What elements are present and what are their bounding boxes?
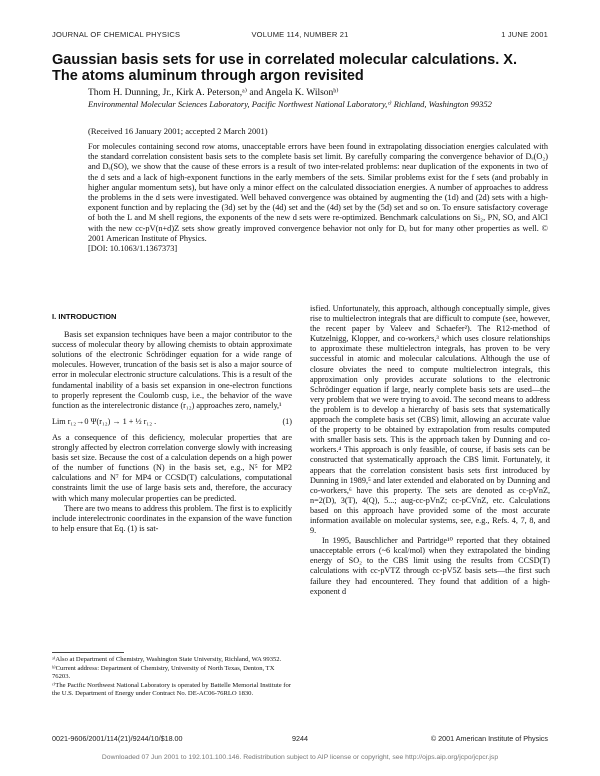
footnote-rule <box>52 652 124 653</box>
paper-title <box>52 52 552 84</box>
abstract-text: For molecules containing second row atoms, unacceptable errors have been found in extrapolating dissociation energies calculated with the standard correlation consistent basis sets to the complete basis set limit. By carefully comparing the convergence behavior of Dₑ(O₂) and Dₑ(SO), we show that the cause of these errors is a result of two inter-related problems: near duplication of the exponents in two of the d sets and a lack of high-exponent functions in the early members of the sets. Similar problems exist for the f sets (and probably in higher angular momentum sets), but have only a minor effect on the calculated dissociation energies. A number of approaches to address the problems in the d sets were investigated. Well behaved convergence was obtained by augmenting the (1d) and (2d) sets with a high-exponent function and by replacing the (3d) set by the (4d) set and the (4d) set by the (5d) set and so on. To ensure satisfactory coverage of both the L and M shell regions, the exponents of the new d sets were re-optimized. Benchmark calculations on Si₂, PN, SO, and AlCl with the new cc-pV(n+d)Z sets show greatly improved convergence behavior not only for Dₑ but for many other properties as well. © 2001 American Institute of Physics. <box>88 142 548 243</box>
intro-paragraph-3: There are two means to address this problem. The first is to explicitly include interelectronic coordinates in the expansion of the wave function to help ensure that Eq. (1) is sat- <box>52 503 292 533</box>
footnote-c: ᶜ⁾The Pacific Northwest National Laboratory is operated by Battelle Memorial Institute for the U.S. Department of Energy under Contract No. DE-AC06-76RLO 1830. <box>52 682 291 697</box>
issue-date: 1 JUNE 2001 <box>501 30 548 39</box>
intro-paragraph-2: As a consequence of this deficiency, molecular properties that are strongly affected by electron correlation converge slowly with increasing basis set size. Because the cost of a calculation depends on a high power of the number of functions (N) in the basis set, e.g., N⁵ for MP2 calculations and N⁷ for MP4 or CCSD(T) calculations, computational constraints limit the use of large basis sets and, therefore, the accuracy with which many molecular properties can be predicted. <box>52 432 292 503</box>
received-dates: (Received 16 January 2001; accepted 2 March 2001) <box>88 126 268 136</box>
abstract <box>88 142 548 254</box>
authors: Thom H. Dunning, Jr., Kirk A. Peterson,ᵃ⁾ and Angela K. Wilsonᵇ⁾ <box>88 88 339 98</box>
title-line-2: The atoms aluminum through argon revisited <box>52 68 364 84</box>
download-notice: Downloaded 07 Jun 2001 to 192.101.100.146. Redistribution subject to AIP license or copyright, see http://ojps.aip.org/jcpo/jcpcr.jsp <box>101 754 499 761</box>
journal-name: JOURNAL OF CHEMICAL PHYSICS <box>52 30 181 39</box>
equation-text: Lim r₁₂→0 Ψ(r₁₂) → 1 + ½ r₁₂ . <box>52 416 157 426</box>
doi: [DOI: 10.1063/1.1367373] <box>88 244 178 254</box>
equation-number: (1) <box>282 416 292 426</box>
affiliation: Environmental Molecular Sciences Laboratory, Pacific Northwest National Laboratory,ᶜ⁾ Richland, Washington 99352 <box>88 99 492 109</box>
volume-number: VOLUME 114, NUMBER 21 <box>251 30 349 39</box>
intro-paragraph-4: isfied. Unfortunately, this approach, although conceptually simple, gives rise to multielectron integrals that are difficult to compute (see, however, the recent paper by Valeev and Schaefer²). The R12-method of Kutzelnigg, Klopper, and co-workers,³ which uses closure relationships to approximate these multielectron integrals, has proven to be very successful in atomic and molecular calculations. Although the use of closure obviates the need to compute multielectron integrals, this approximation only provides accurate solutions to the electronic Schrödinger equation if large, nearly complete basis sets are used—the very problem that we were trying to avoid. The second means to address the problem is to develop a hierarchy of basis sets that systematically approach the complete basis set (CBS) limit, allowing an accurate value of the property to be obtained by extrapolation from results computed with smaller basis sets. This is the approach taken by Dunning and co-workers.⁴ This approach is only feasible, of course, if basis sets can be constructed that systematically approach the CBS limit. Fortunately, it appears that the correlation consistent basis sets first introduced by Dunning in 1989,⁵ and later extended and elaborated on by Dunning and co-workers,⁶ have this property. The sets are denoted as cc-pVnZ, n=2(D), 3(T), 4(Q), 5...; aug-cc-pVnZ; cc-pCVnZ, etc. Calculations based on this approach have provided some of the most accurate information available on molecular systems, see, e.g., Refs. 4, 7, 8, and 9. <box>310 304 550 536</box>
intro-paragraph-5: In 1995, Bauschlicher and Partridge¹⁰ reported that they obtained unacceptable errors (~6 kcal/mol) when they extrapolated the binding energy of SO₂ to the CBS limit using the results from CCSD(T) calculations with cc-pVTZ through cc-pV5Z basis sets—the first such failure they had encountered. They found that addition of a high-exponent d <box>310 536 550 596</box>
right-column <box>310 304 550 597</box>
left-column <box>52 304 292 534</box>
page-number: 9244 <box>292 734 308 743</box>
title-line-1: Gaussian basis sets for use in correlated molecular calculations. X. <box>52 52 517 68</box>
footer-issn: 0021-9606/2001/114(21)/9244/10/$18.00 <box>52 734 183 743</box>
footer-copyright: © 2001 American Institute of Physics <box>430 734 548 743</box>
footnote-a: ᵃ⁾Also at Department of Chemistry, Washington State University, Richland, WA 99352. <box>52 656 282 663</box>
footnote-b: ᵇ⁾Current address: Department of Chemistry, University of North Texas, Denton, TX 76203. <box>52 665 275 680</box>
section-heading: I. INTRODUCTION <box>52 312 117 321</box>
footnotes <box>52 656 292 699</box>
intro-paragraph-1: Basis set expansion techniques have been a major contributor to the success of molecular theory by allowing chemists to obtain approximate solutions of the electronic Schrödinger equation for a wide range of molecules. However, truncation of the basis set is also a major source of error in molecular electronic structure calculations. This is a result of the fundamental inability of a basis set expansion in one-electron functions to properly represent the Coulomb cusp, i.e., the behavior of the wave function as the interelectronic distance (r₁₂) approaches zero, namely,¹ <box>52 330 292 410</box>
equation-1 <box>52 417 292 427</box>
